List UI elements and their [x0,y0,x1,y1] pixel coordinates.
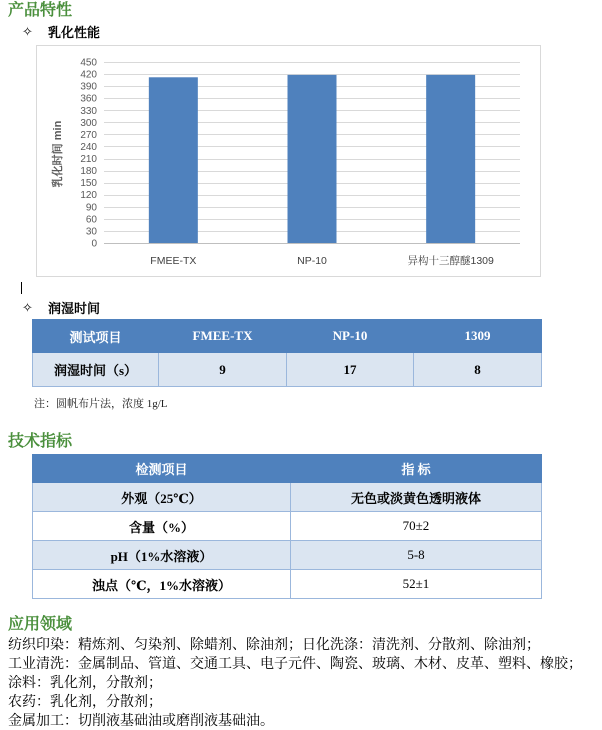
y-tick-label: 240 [80,141,97,153]
table-cell: 9 [159,353,287,387]
header-cell: 1309 [414,320,542,353]
applications-heading: 应用领域 [8,616,73,633]
spec-item-cell: 外观（25℃） [33,483,291,512]
y-tick-label: 300 [80,117,97,129]
header-cell: 测试项目 [33,320,159,353]
star-bullet-icon: ✧ [22,25,33,40]
y-tick-label: 420 [80,69,97,81]
spec-item-cell: 含量（%） [33,512,291,541]
y-tick-label: 210 [80,154,97,166]
y-tick-label: 180 [80,166,97,178]
spec-value-cell: 5-8 [291,541,542,570]
y-tick-label: 120 [80,190,97,202]
y-axis-title: 乳化时间 min [52,120,64,188]
table-cell: 润湿时间（s） [33,353,159,387]
bar-chart-svg [37,46,540,276]
table-cell: 8 [414,353,542,387]
x-tick-label: FMEE-TX [150,255,197,267]
table-cell: 17 [287,353,414,387]
y-tick-label: 30 [85,226,97,238]
header-cell: FMEE-TX [159,320,287,353]
wetting-title: 润湿时间 [48,301,101,316]
list-item: 涂料：乳化剂，分散剂； [8,676,162,691]
specs-heading: 技术指标 [8,433,73,450]
x-tick-label: 异构十三醇醚1309 [407,255,494,267]
spec-value-cell: 无色或淡黄色透明液体 [291,483,542,512]
y-tick-label: 450 [80,57,97,69]
text-cursor [21,282,22,294]
header-cell: 检测项目 [33,455,291,483]
y-tick-label: 270 [80,129,97,141]
table-row [33,541,542,570]
table-row [33,483,542,512]
x-tick-label: NP-10 [297,255,327,267]
bar [426,75,475,243]
list-item: 农药：乳化剂，分散剂； [8,695,162,710]
table-row [33,512,542,541]
spec-value-cell: 52±1 [291,570,542,599]
bar [288,75,337,243]
wetting-table [32,319,542,387]
features-heading: 产品特性 [8,2,73,19]
emulsification-title: 乳化性能 [48,25,101,40]
applications-list [8,636,582,730]
y-tick-label: 330 [80,105,97,117]
header-cell: 指 标 [291,455,542,483]
star-bullet-icon: ✧ [22,301,33,316]
list-item: 纺织印染：精炼剂、匀染剂、除蜡剂、除油剂；日化洗涤：清洗剂、分散剂、除油剂； [8,638,540,653]
test-method-note: 注：圆帆布片法，浓度 1g/L [34,398,168,410]
table-row [33,353,542,387]
emulsification-chart [36,45,541,277]
spec-value-cell: 70±2 [291,512,542,541]
y-tick-label: 360 [80,93,97,105]
bar [149,77,198,243]
y-tick-label: 60 [85,214,97,226]
y-tick-label: 0 [91,238,97,250]
y-tick-label: 390 [80,81,97,93]
spec-item-cell: pH（1%水溶液） [33,541,291,570]
table-header-row [33,320,542,353]
list-item: 金属加工：切削液基础油或磨削液基础油。 [8,714,274,729]
header-cell: NP-10 [287,320,414,353]
y-tick-label: 150 [80,178,97,190]
table-row [33,570,542,599]
specs-table [32,454,542,599]
y-tick-label: 90 [85,202,97,214]
spec-item-cell: 浊点（℃，1%水溶液） [33,570,291,599]
table-header-row [33,455,542,483]
list-item: 工业清洗：金属制品、管道、交通工具、电子元件、陶瓷、玻璃、木材、皮革、塑料、橡胶； [8,657,582,672]
